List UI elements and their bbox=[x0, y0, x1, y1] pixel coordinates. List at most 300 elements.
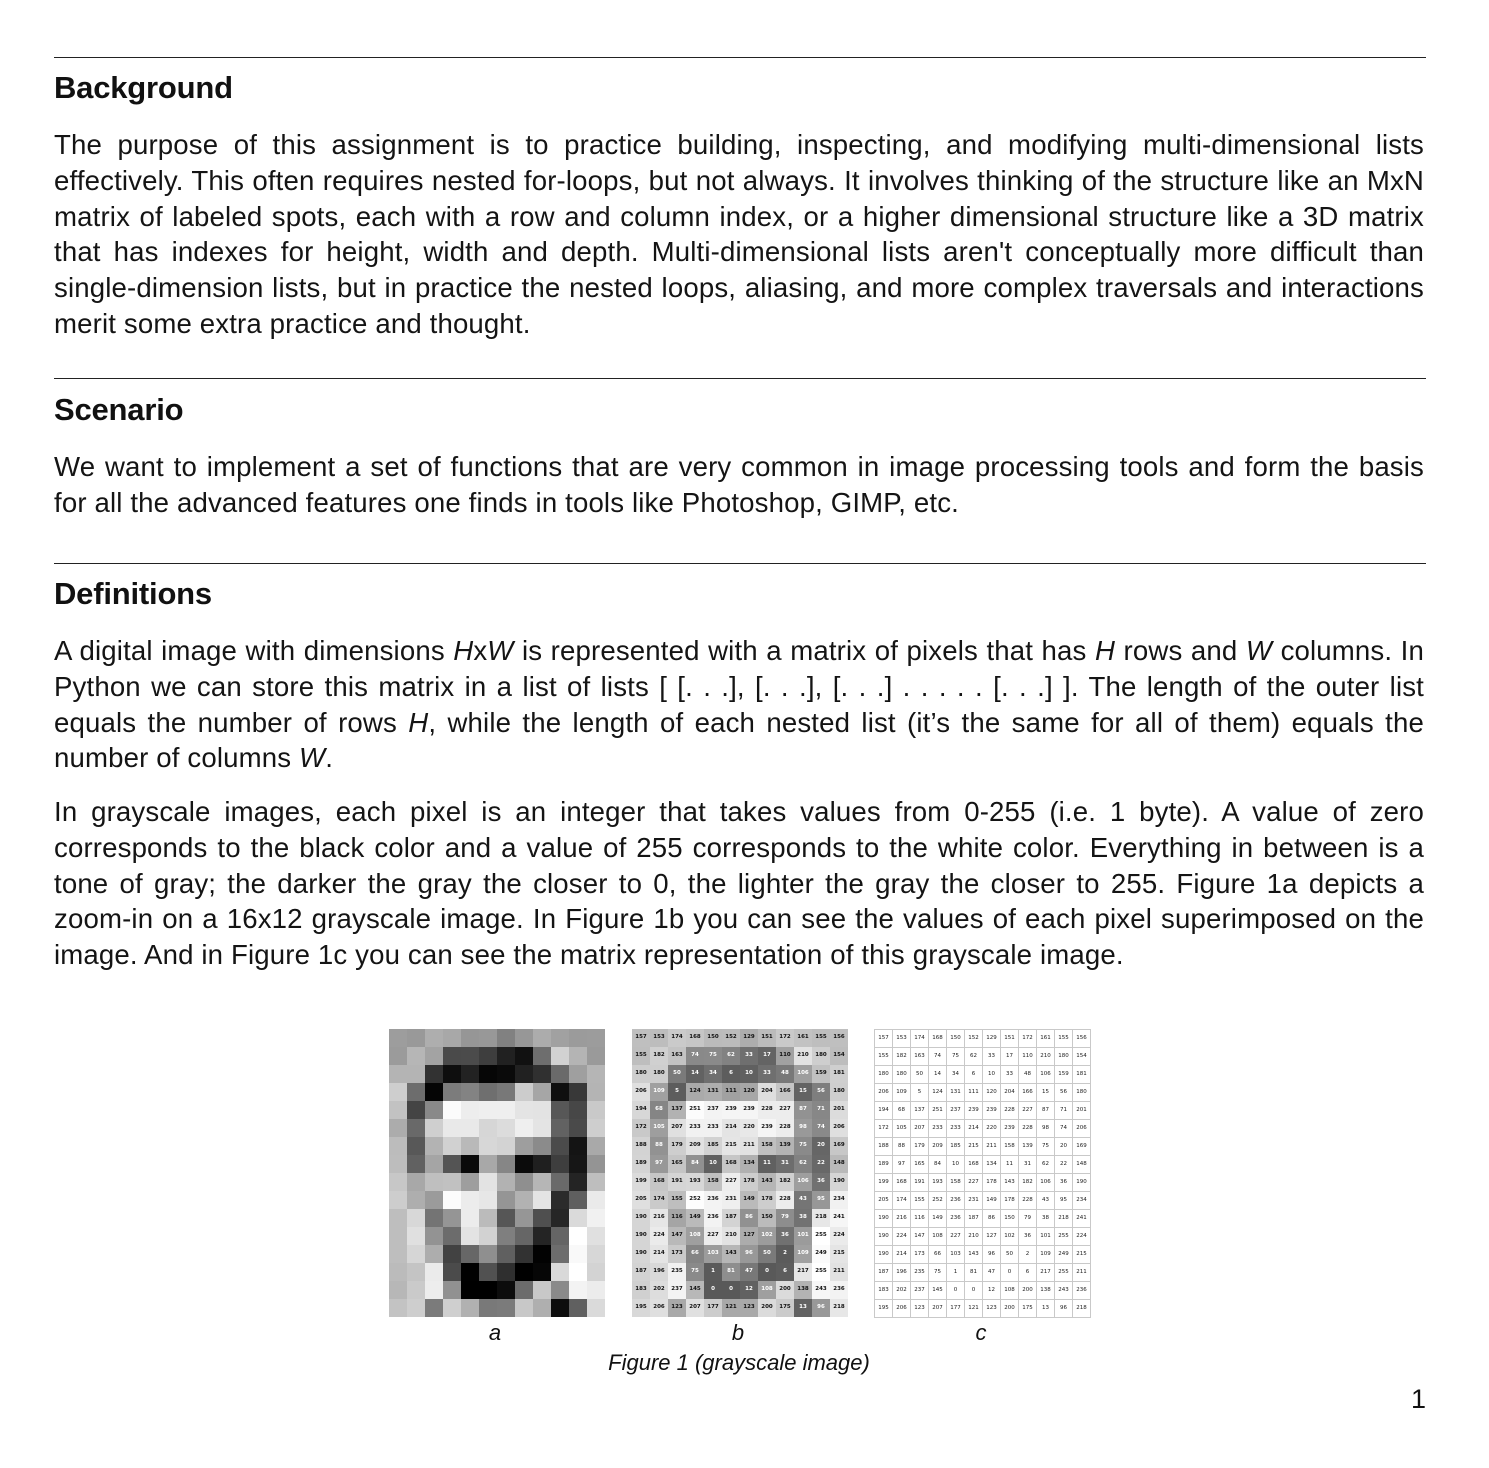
pixel-cell bbox=[533, 1263, 551, 1281]
pixel-cell bbox=[443, 1173, 461, 1191]
pixel-value-cell: 236 bbox=[704, 1191, 722, 1209]
pixel-cell bbox=[551, 1299, 569, 1317]
pixel-cell bbox=[389, 1083, 407, 1101]
matrix-cell: 206 bbox=[1073, 1120, 1091, 1138]
pixel-cell bbox=[461, 1263, 479, 1281]
pixel-cell bbox=[551, 1029, 569, 1047]
pixel-value-cell: 214 bbox=[650, 1245, 668, 1263]
pixel-value-cell: 195 bbox=[632, 1299, 650, 1317]
pixel-value-cell: 50 bbox=[758, 1245, 776, 1263]
background-paragraph: The purpose of this assignment is to practice building, inspecting, and modifying multi-dimensional lists effectively. This often requires nested for-loops, but not always. It involves thinking of the structure like an MxN matrix of labeled spots, each with a row and column index, or a higher dimensional structure like a 3D matrix that has indexes for height, width and depth. Multi-dimensional lists aren't conceptually more difficult than single-dimension lists, but in practice the nested loops, aliasing, and more complex traversals and interactions merit some extra practice and thought. bbox=[54, 129, 1424, 339]
pixel-cell bbox=[551, 1065, 569, 1083]
pixel-cell bbox=[479, 1065, 497, 1083]
matrix-cell: 2 bbox=[1019, 1246, 1037, 1264]
pixel-value-cell: 215 bbox=[830, 1245, 848, 1263]
pixel-value-cell: 71 bbox=[812, 1101, 830, 1119]
matrix-cell: 71 bbox=[1055, 1102, 1073, 1120]
pixel-value-cell: 158 bbox=[704, 1173, 722, 1191]
pixel-value-cell: 169 bbox=[830, 1137, 848, 1155]
matrix-cell: 20 bbox=[1055, 1138, 1073, 1156]
matrix-cell: 224 bbox=[893, 1228, 911, 1246]
pixel-value-cell: 6 bbox=[722, 1065, 740, 1083]
pixel-value-cell: 34 bbox=[704, 1065, 722, 1083]
matrix-cell: 175 bbox=[1019, 1300, 1037, 1318]
pixel-value-cell: 200 bbox=[776, 1281, 794, 1299]
pixel-value-cell: 105 bbox=[650, 1119, 668, 1137]
matrix-cell: 182 bbox=[1019, 1174, 1037, 1192]
pixel-value-cell: 255 bbox=[812, 1263, 830, 1281]
pixel-cell bbox=[569, 1137, 587, 1155]
pixel-value-cell: 147 bbox=[668, 1227, 686, 1245]
matrix-cell: 0 bbox=[947, 1282, 965, 1300]
matrix-cell: 239 bbox=[1001, 1120, 1019, 1138]
heading-scenario: Scenario bbox=[54, 392, 184, 427]
pixel-value-cell: 17 bbox=[758, 1047, 776, 1065]
matrix-cell: 178 bbox=[983, 1174, 1001, 1192]
pixel-value-cell: 182 bbox=[650, 1047, 668, 1065]
pixel-cell bbox=[425, 1173, 443, 1191]
pixel-cell bbox=[533, 1047, 551, 1065]
matrix-cell: 205 bbox=[875, 1192, 893, 1210]
pixel-value-cell: 139 bbox=[776, 1137, 794, 1155]
pixel-value-cell: 239 bbox=[758, 1119, 776, 1137]
pixel-cell bbox=[443, 1065, 461, 1083]
pixel-value-cell: 190 bbox=[632, 1209, 650, 1227]
matrix-cell: 168 bbox=[929, 1030, 947, 1048]
matrix-cell: 145 bbox=[929, 1282, 947, 1300]
pixel-value-cell: 66 bbox=[686, 1245, 704, 1263]
figure-1b-pixel-values-overlay bbox=[632, 1029, 848, 1317]
matrix-cell: 12 bbox=[983, 1282, 1001, 1300]
pixel-cell bbox=[461, 1209, 479, 1227]
heading-background: Background bbox=[54, 70, 233, 105]
pixel-cell bbox=[389, 1173, 407, 1191]
pixel-cell bbox=[551, 1119, 569, 1137]
pixel-cell bbox=[515, 1083, 533, 1101]
matrix-cell: 31 bbox=[1019, 1156, 1037, 1174]
pixel-cell bbox=[533, 1227, 551, 1245]
matrix-cell: 228 bbox=[1001, 1102, 1019, 1120]
pixel-value-cell: 185 bbox=[704, 1137, 722, 1155]
figure-caption: Figure 1 (grayscale image) bbox=[608, 1350, 870, 1375]
pixel-value-cell: 189 bbox=[632, 1155, 650, 1173]
pixel-cell bbox=[479, 1029, 497, 1047]
matrix-cell: 211 bbox=[1073, 1264, 1091, 1282]
pixel-value-cell: 174 bbox=[650, 1191, 668, 1209]
pixel-cell bbox=[515, 1065, 533, 1083]
pixel-cell bbox=[443, 1083, 461, 1101]
matrix-cell: 137 bbox=[911, 1102, 929, 1120]
pixel-value-cell: 224 bbox=[650, 1227, 668, 1245]
matrix-cell: 155 bbox=[911, 1192, 929, 1210]
pixel-cell bbox=[479, 1173, 497, 1191]
pixel-cell bbox=[551, 1137, 569, 1155]
matrix-cell: 88 bbox=[893, 1138, 911, 1156]
pixel-cell bbox=[479, 1047, 497, 1065]
pixel-cell bbox=[479, 1083, 497, 1101]
matrix-cell: 106 bbox=[1037, 1174, 1055, 1192]
pixel-cell bbox=[515, 1119, 533, 1137]
pixel-cell bbox=[461, 1137, 479, 1155]
matrix-cell: 75 bbox=[929, 1264, 947, 1282]
pixel-value-cell: 190 bbox=[830, 1173, 848, 1191]
matrix-cell: 143 bbox=[965, 1246, 983, 1264]
pixel-value-cell: 216 bbox=[650, 1209, 668, 1227]
matrix-cell: 239 bbox=[965, 1102, 983, 1120]
matrix-cell: 227 bbox=[1019, 1102, 1037, 1120]
pixel-value-cell: 102 bbox=[758, 1227, 776, 1245]
pixel-value-cell: 10 bbox=[704, 1155, 722, 1173]
pixel-cell bbox=[389, 1047, 407, 1065]
pixel-value-cell: 175 bbox=[776, 1299, 794, 1317]
pixel-cell bbox=[479, 1209, 497, 1227]
pixel-value-cell: 47 bbox=[740, 1263, 758, 1281]
pixel-value-cell: 98 bbox=[794, 1119, 812, 1137]
pixel-cell bbox=[407, 1029, 425, 1047]
matrix-cell: 252 bbox=[929, 1192, 947, 1210]
matrix-cell: 196 bbox=[893, 1264, 911, 1282]
pixel-value-cell: 196 bbox=[650, 1263, 668, 1281]
pixel-value-cell: 96 bbox=[812, 1299, 830, 1317]
pixel-cell bbox=[497, 1047, 515, 1065]
matrix-cell: 95 bbox=[1055, 1192, 1073, 1210]
pixel-value-cell: 155 bbox=[812, 1029, 830, 1047]
pixel-value-cell: 218 bbox=[812, 1209, 830, 1227]
matrix-cell: 147 bbox=[911, 1228, 929, 1246]
pixel-cell bbox=[407, 1083, 425, 1101]
pixel-value-cell: 103 bbox=[704, 1245, 722, 1263]
pixel-cell bbox=[533, 1101, 551, 1119]
pixel-value-cell: 215 bbox=[722, 1137, 740, 1155]
pixel-value-cell: 36 bbox=[812, 1173, 830, 1191]
pixel-value-cell: 123 bbox=[668, 1299, 686, 1317]
matrix-cell: 74 bbox=[1055, 1120, 1073, 1138]
pixel-cell bbox=[497, 1299, 515, 1317]
pixel-cell bbox=[443, 1227, 461, 1245]
pixel-cell bbox=[443, 1137, 461, 1155]
matrix-cell: 181 bbox=[1073, 1066, 1091, 1084]
matrix-cell: 161 bbox=[1037, 1030, 1055, 1048]
matrix-cell: 168 bbox=[893, 1174, 911, 1192]
pixel-cell bbox=[407, 1155, 425, 1173]
pixel-value-cell: 62 bbox=[794, 1155, 812, 1173]
pixel-cell bbox=[425, 1083, 443, 1101]
pixel-cell bbox=[461, 1227, 479, 1245]
pixel-value-cell: 166 bbox=[776, 1083, 794, 1101]
pixel-cell bbox=[425, 1101, 443, 1119]
pixel-value-cell: 145 bbox=[686, 1281, 704, 1299]
pixel-value-cell: 12 bbox=[740, 1281, 758, 1299]
pixel-cell bbox=[533, 1029, 551, 1047]
pixel-value-cell: 106 bbox=[794, 1173, 812, 1191]
matrix-cell: 206 bbox=[875, 1084, 893, 1102]
pixel-value-cell: 172 bbox=[632, 1119, 650, 1137]
pixel-cell bbox=[569, 1155, 587, 1173]
pixel-cell bbox=[551, 1173, 569, 1191]
matrix-cell: 233 bbox=[947, 1120, 965, 1138]
pixel-value-cell: 124 bbox=[686, 1083, 704, 1101]
matrix-cell: 47 bbox=[983, 1264, 1001, 1282]
pixel-cell bbox=[425, 1029, 443, 1047]
matrix-cell: 97 bbox=[893, 1156, 911, 1174]
matrix-cell: 217 bbox=[1037, 1264, 1055, 1282]
pixel-cell bbox=[479, 1191, 497, 1209]
pixel-cell bbox=[443, 1281, 461, 1299]
matrix-cell: 255 bbox=[1055, 1264, 1073, 1282]
pixel-value-cell: 109 bbox=[650, 1083, 668, 1101]
figure-1c-pixel-matrix bbox=[874, 1029, 1091, 1318]
matrix-cell: 188 bbox=[875, 1138, 893, 1156]
pixel-value-cell: 163 bbox=[668, 1047, 686, 1065]
pixel-value-cell: 121 bbox=[722, 1299, 740, 1317]
pixel-value-cell: 233 bbox=[704, 1119, 722, 1137]
pixel-value-cell: 10 bbox=[740, 1065, 758, 1083]
matrix-cell: 56 bbox=[1055, 1084, 1073, 1102]
pixel-cell bbox=[479, 1155, 497, 1173]
pixel-value-cell: 207 bbox=[686, 1299, 704, 1317]
pixel-cell bbox=[443, 1299, 461, 1317]
pixel-value-cell: 109 bbox=[794, 1245, 812, 1263]
pixel-value-cell: 252 bbox=[686, 1191, 704, 1209]
pixel-cell bbox=[515, 1173, 533, 1191]
matrix-cell: 249 bbox=[1055, 1246, 1073, 1264]
matrix-cell: 180 bbox=[1055, 1048, 1073, 1066]
pixel-cell bbox=[569, 1029, 587, 1047]
matrix-cell: 159 bbox=[1055, 1066, 1073, 1084]
pixel-value-cell: 158 bbox=[758, 1137, 776, 1155]
pixel-cell bbox=[497, 1245, 515, 1263]
pixel-cell bbox=[461, 1299, 479, 1317]
pixel-cell bbox=[479, 1119, 497, 1137]
pixel-cell bbox=[479, 1101, 497, 1119]
pixel-cell bbox=[389, 1263, 407, 1281]
pixel-cell bbox=[533, 1083, 551, 1101]
pixel-value-cell: 131 bbox=[704, 1083, 722, 1101]
matrix-cell: 158 bbox=[1001, 1138, 1019, 1156]
pixel-cell bbox=[479, 1263, 497, 1281]
pixel-cell bbox=[569, 1173, 587, 1191]
pixel-cell bbox=[461, 1101, 479, 1119]
matrix-cell: 179 bbox=[911, 1138, 929, 1156]
pixel-value-cell: 155 bbox=[668, 1191, 686, 1209]
pixel-value-cell: 0 bbox=[758, 1263, 776, 1281]
pixel-value-cell: 237 bbox=[704, 1101, 722, 1119]
pixel-cell bbox=[551, 1263, 569, 1281]
pixel-value-cell: 36 bbox=[776, 1227, 794, 1245]
pixel-value-cell: 168 bbox=[650, 1173, 668, 1191]
matrix-cell: 180 bbox=[893, 1066, 911, 1084]
pixel-cell bbox=[497, 1137, 515, 1155]
matrix-cell: 14 bbox=[929, 1066, 947, 1084]
pixel-value-cell: 231 bbox=[722, 1191, 740, 1209]
pixel-value-cell: 15 bbox=[794, 1083, 812, 1101]
matrix-cell: 194 bbox=[875, 1102, 893, 1120]
matrix-cell: 216 bbox=[893, 1210, 911, 1228]
matrix-cell: 0 bbox=[965, 1282, 983, 1300]
pixel-cell bbox=[425, 1119, 443, 1137]
matrix-cell: 74 bbox=[929, 1048, 947, 1066]
matrix-cell: 182 bbox=[893, 1048, 911, 1066]
matrix-cell: 214 bbox=[965, 1120, 983, 1138]
matrix-cell: 199 bbox=[875, 1174, 893, 1192]
pixel-value-cell: 233 bbox=[686, 1119, 704, 1137]
pixel-value-cell: 101 bbox=[794, 1227, 812, 1245]
pixel-value-cell: 56 bbox=[812, 1083, 830, 1101]
pixel-value-cell: 151 bbox=[758, 1029, 776, 1047]
pixel-value-cell: 14 bbox=[686, 1065, 704, 1083]
matrix-cell: 169 bbox=[1073, 1138, 1091, 1156]
pixel-value-cell: 0 bbox=[704, 1281, 722, 1299]
matrix-cell: 173 bbox=[911, 1246, 929, 1264]
matrix-cell: 174 bbox=[911, 1030, 929, 1048]
pixel-value-cell: 84 bbox=[686, 1155, 704, 1173]
pixel-value-cell: 68 bbox=[650, 1101, 668, 1119]
pixel-cell bbox=[533, 1137, 551, 1155]
matrix-cell: 17 bbox=[1001, 1048, 1019, 1066]
pixel-cell bbox=[479, 1227, 497, 1245]
matrix-cell: 127 bbox=[983, 1228, 1001, 1246]
matrix-cell: 180 bbox=[1073, 1084, 1091, 1102]
pixel-value-cell: 50 bbox=[668, 1065, 686, 1083]
matrix-cell: 1 bbox=[947, 1264, 965, 1282]
pixel-value-cell: 172 bbox=[776, 1029, 794, 1047]
matrix-cell: 38 bbox=[1037, 1210, 1055, 1228]
pixel-cell bbox=[425, 1209, 443, 1227]
figure-1a-pixel-image bbox=[389, 1029, 605, 1317]
pixel-cell bbox=[515, 1209, 533, 1227]
pixel-value-cell: 211 bbox=[740, 1137, 758, 1155]
pixel-cell bbox=[443, 1119, 461, 1137]
matrix-cell: 157 bbox=[875, 1030, 893, 1048]
pixel-value-cell: 148 bbox=[830, 1155, 848, 1173]
matrix-cell: 239 bbox=[983, 1102, 1001, 1120]
matrix-cell: 218 bbox=[1055, 1210, 1073, 1228]
matrix-cell: 166 bbox=[1019, 1084, 1037, 1102]
pixel-cell bbox=[461, 1245, 479, 1263]
matrix-cell: 62 bbox=[1037, 1156, 1055, 1174]
matrix-cell: 62 bbox=[965, 1048, 983, 1066]
pixel-value-cell: 214 bbox=[722, 1119, 740, 1137]
matrix-cell: 150 bbox=[1001, 1210, 1019, 1228]
matrix-cell: 235 bbox=[911, 1264, 929, 1282]
pixel-cell bbox=[497, 1101, 515, 1119]
matrix-cell: 183 bbox=[875, 1282, 893, 1300]
pixel-value-cell: 182 bbox=[776, 1173, 794, 1191]
pixel-cell bbox=[389, 1119, 407, 1137]
pixel-value-cell: 191 bbox=[668, 1173, 686, 1191]
pixel-value-cell: 234 bbox=[830, 1191, 848, 1209]
pixel-cell bbox=[497, 1263, 515, 1281]
pixel-value-cell: 120 bbox=[740, 1083, 758, 1101]
pixel-value-cell: 202 bbox=[650, 1281, 668, 1299]
figure-label-b: b bbox=[731, 1320, 745, 1345]
pixel-value-cell: 177 bbox=[704, 1299, 722, 1317]
pixel-cell bbox=[443, 1209, 461, 1227]
matrix-cell: 124 bbox=[929, 1084, 947, 1102]
matrix-cell: 155 bbox=[1055, 1030, 1073, 1048]
pixel-cell bbox=[479, 1245, 497, 1263]
pixel-cell bbox=[497, 1227, 515, 1245]
pixel-value-cell: 6 bbox=[776, 1263, 794, 1281]
pixel-cell bbox=[497, 1155, 515, 1173]
pixel-cell bbox=[515, 1227, 533, 1245]
matrix-cell: 43 bbox=[1037, 1192, 1055, 1210]
pixel-value-cell: 97 bbox=[650, 1155, 668, 1173]
pixel-cell bbox=[497, 1119, 515, 1137]
matrix-cell: 87 bbox=[1037, 1102, 1055, 1120]
matrix-cell: 152 bbox=[965, 1030, 983, 1048]
pixel-cell bbox=[569, 1281, 587, 1299]
pixel-cell bbox=[443, 1029, 461, 1047]
matrix-cell: 149 bbox=[983, 1192, 1001, 1210]
pixel-cell bbox=[551, 1155, 569, 1173]
matrix-cell: 190 bbox=[1073, 1174, 1091, 1192]
pixel-value-cell: 180 bbox=[812, 1047, 830, 1065]
pixel-value-cell: 180 bbox=[830, 1083, 848, 1101]
matrix-cell: 111 bbox=[965, 1084, 983, 1102]
pixel-cell bbox=[497, 1065, 515, 1083]
matrix-cell: 165 bbox=[911, 1156, 929, 1174]
pixel-value-cell: 220 bbox=[740, 1119, 758, 1137]
pixel-value-cell: 48 bbox=[776, 1065, 794, 1083]
matrix-cell: 207 bbox=[929, 1300, 947, 1318]
pixel-cell bbox=[533, 1191, 551, 1209]
matrix-cell: 207 bbox=[911, 1120, 929, 1138]
matrix-cell: 33 bbox=[1001, 1066, 1019, 1084]
matrix-cell: 201 bbox=[1073, 1102, 1091, 1120]
pixel-value-cell: 181 bbox=[830, 1065, 848, 1083]
page-number: 1 bbox=[1410, 1384, 1426, 1414]
matrix-cell: 123 bbox=[911, 1300, 929, 1318]
pixel-cell bbox=[407, 1263, 425, 1281]
pixel-cell bbox=[389, 1155, 407, 1173]
pixel-cell bbox=[425, 1047, 443, 1065]
pixel-value-cell: 74 bbox=[812, 1119, 830, 1137]
pixel-value-cell: 239 bbox=[740, 1101, 758, 1119]
pixel-cell bbox=[515, 1281, 533, 1299]
matrix-cell: 224 bbox=[1073, 1228, 1091, 1246]
matrix-cell: 109 bbox=[893, 1084, 911, 1102]
matrix-cell: 255 bbox=[1055, 1228, 1073, 1246]
pixel-cell bbox=[389, 1299, 407, 1317]
matrix-cell: 189 bbox=[875, 1156, 893, 1174]
matrix-cell: 233 bbox=[929, 1120, 947, 1138]
matrix-cell: 172 bbox=[875, 1120, 893, 1138]
matrix-cell: 110 bbox=[1019, 1048, 1037, 1066]
matrix-cell: 121 bbox=[965, 1300, 983, 1318]
pixel-value-cell: 249 bbox=[812, 1245, 830, 1263]
pixel-value-cell: 1 bbox=[704, 1263, 722, 1281]
rule-scenario bbox=[54, 378, 1426, 379]
matrix-cell: 75 bbox=[1037, 1138, 1055, 1156]
pixel-value-cell: 227 bbox=[704, 1227, 722, 1245]
pixel-cell bbox=[389, 1065, 407, 1083]
pixel-value-cell: 108 bbox=[758, 1281, 776, 1299]
pixel-cell bbox=[515, 1299, 533, 1317]
matrix-cell: 50 bbox=[911, 1066, 929, 1084]
pixel-cell bbox=[569, 1245, 587, 1263]
pixel-value-cell: 178 bbox=[740, 1173, 758, 1191]
matrix-cell: 48 bbox=[1019, 1066, 1037, 1084]
matrix-cell: 148 bbox=[1073, 1156, 1091, 1174]
matrix-cell: 191 bbox=[911, 1174, 929, 1192]
pixel-value-cell: 75 bbox=[794, 1137, 812, 1155]
pixel-value-cell: 168 bbox=[722, 1155, 740, 1173]
pixel-cell bbox=[587, 1191, 605, 1209]
pixel-cell bbox=[551, 1209, 569, 1227]
pixel-cell bbox=[461, 1155, 479, 1173]
pixel-value-cell: 209 bbox=[686, 1137, 704, 1155]
